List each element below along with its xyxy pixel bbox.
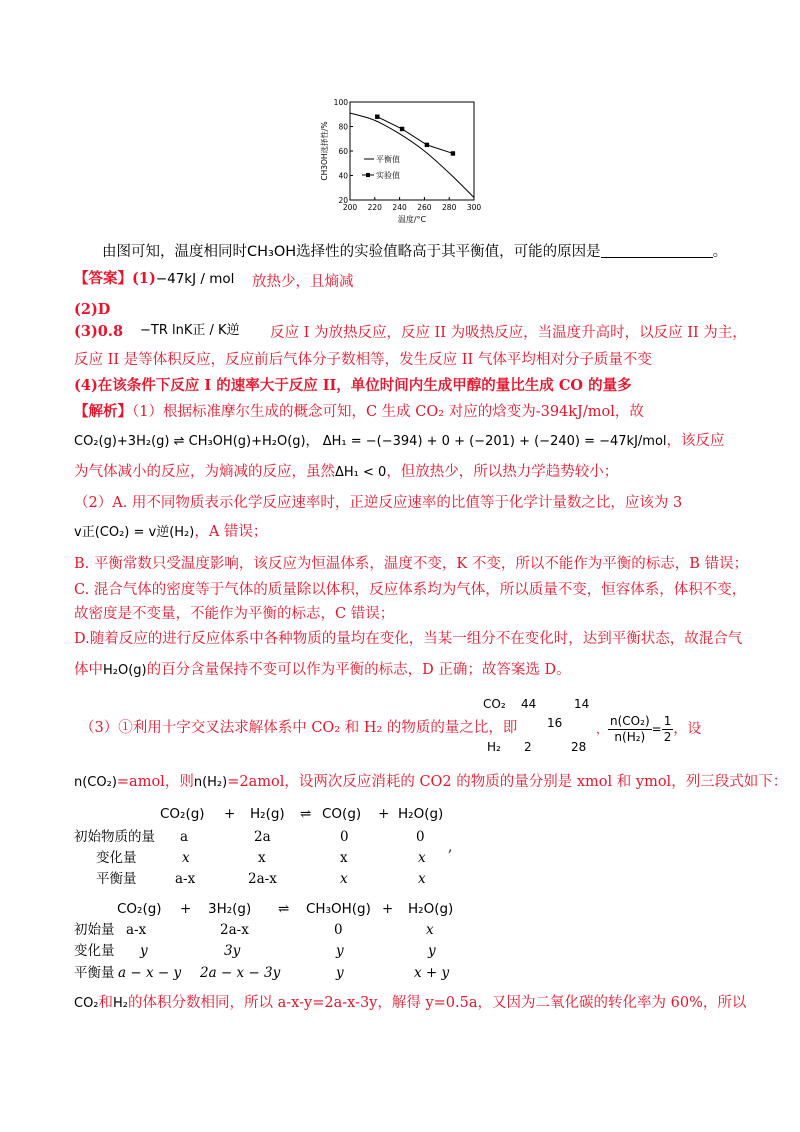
analysis-line-2: [74, 431, 725, 452]
t2-r2-c1: y: [140, 943, 148, 959]
answer-3-text-2: 反应 II 是等体积反应，反应前后气体分子数相等，发生反应 II 气体平均相对分子质量不变: [74, 352, 652, 368]
h2o-formula: H₂O(g): [103, 663, 147, 678]
answer-line-1: [74, 269, 234, 289]
answer-blank: [601, 243, 713, 258]
analysis-2d-line-2: [74, 660, 571, 681]
ratio-equals: =: [651, 722, 662, 736]
x-tick-label: 280: [442, 203, 457, 212]
analysis-1b-text: 为气体减小的反应，为熵减的反应，虽然: [74, 464, 335, 480]
cross-28: 28: [571, 740, 587, 754]
analysis-2b: B. 平衡常数只受温度影响，该反应为恒温体系，温度不变，K 不变，所以不能作为平衡的标志，B 错误；: [74, 556, 749, 572]
t2-r2-label: 变化量: [74, 943, 115, 959]
cross-44: 44: [521, 697, 537, 711]
analysis-3: （3）①利用十字交叉法求解体系中 CO₂ 和 H₂ 的物质的量之比，即: [80, 720, 518, 736]
t2-r1-c1: a-x: [126, 922, 147, 938]
experiment-point: [400, 127, 404, 131]
t2-r1-c3: 0: [334, 922, 343, 938]
series-experiment-line: [377, 117, 453, 154]
answer-2: (2)D: [74, 301, 111, 318]
ratio-numerator: n(CO₂): [610, 714, 650, 728]
t2-h-h2: 3H₂(g): [208, 901, 252, 917]
x-tick-label: 220: [367, 203, 382, 212]
t1-r1-c4: 0: [416, 829, 425, 845]
legend-exp-label: 实验值: [376, 171, 400, 180]
analysis-1-text: （1）根据标准摩尔生成的概念可知，C 生成 CO₂ 对应的焓变为-394kJ/mol，故: [132, 404, 644, 420]
t2-r3-c4: x + y: [414, 965, 450, 981]
cross-16: 16: [547, 716, 563, 730]
t2-r1-label: 初始量: [74, 922, 115, 938]
analysis-3b-part4: =2amol，设两次反应消耗的 CO2 的物质的量分别是 xmol 和 ymol，列三段式如下：: [227, 774, 788, 790]
t1-r1-c1: a: [180, 829, 189, 845]
analysis-2a: （2）A. 用不同物质表示化学反应速率时，正逆反应速率的比值等于化学计量数之比，应该为 3: [74, 495, 683, 511]
enthalpy-negative: ΔH₁ < 0: [335, 465, 387, 480]
t1-h-eq: ⇌: [300, 806, 312, 822]
analysis-3b-part2: =amol，则: [116, 774, 194, 790]
final-line: [74, 993, 746, 1014]
question-line: [102, 242, 727, 262]
answer-label: 【答案】: [74, 270, 132, 287]
analysis-2a-line-2: [74, 522, 267, 543]
legend-exp-marker: [366, 173, 370, 177]
x-axis-label: 温度/°C: [397, 215, 427, 224]
x-tick-label: 260: [417, 203, 432, 212]
ratio-denominator: n(H₂): [614, 730, 646, 744]
answer-3-number: (3)0.8: [74, 323, 124, 340]
t1-comma: ,: [448, 839, 453, 855]
t2-h-plus1: +: [180, 901, 192, 917]
t1-h-h2o: H₂O(g): [398, 806, 444, 822]
t1-h-co2: CO₂(g): [160, 806, 205, 822]
t1-h-plus2: +: [378, 806, 390, 822]
analysis-3b: [74, 772, 787, 793]
t1-r3-c4: x: [418, 871, 426, 887]
y-axis-label: CH3OH选择性/%: [320, 121, 329, 181]
t2-r2-c4: y: [428, 943, 436, 959]
t1-r3-c2: 2a-x: [248, 871, 277, 887]
cross-2: 2: [524, 740, 532, 754]
t1-r2-label: 变化量: [96, 850, 137, 866]
series-equilibrium-line: [350, 113, 474, 198]
ratio-expression: ， $\frac{\text{n(CO₂)}}{\text{n(H₂)}}$ = $\frac{1}{2}$ ，设: [596, 714, 702, 744]
answer-1-number: (1): [132, 270, 156, 287]
question-end: 。: [712, 244, 728, 260]
answer-line-3: [74, 322, 123, 342]
analysis-2d-1: D.随着反应的进行反应体系中各种物质的量均在变化，当某一组分不在变化时，达到平衡状态，故混合气: [74, 631, 743, 647]
t1-h-h2: H₂(g): [250, 806, 285, 822]
y-tick-label: 100: [333, 98, 348, 107]
x-tick-label: 200: [342, 203, 358, 212]
analysis-label: 【解析】: [74, 403, 132, 420]
analysis-2c-1: C. 混合气体的密度等于气体的质量除以体积，反应体系均为气体，所以质量不变，恒容体系，体积不变，: [74, 582, 747, 598]
n-h2: n(H₂): [193, 775, 228, 790]
t2-r2-c3: y: [336, 943, 344, 959]
cross-h2: H₂: [487, 740, 501, 754]
t1-r2-c3: x: [340, 850, 348, 866]
ratio-value-den: 2: [663, 730, 672, 744]
t2-r2-c2: 3y: [224, 943, 241, 959]
analysis-line-3: [74, 462, 618, 483]
answer-3-text-1: 反应 I 为放热反应，反应 II 为吸热反应，当温度升高时，以反应 II 为主，: [270, 325, 747, 341]
t1-r2-c2: x: [258, 850, 266, 866]
experiment-point: [425, 143, 429, 147]
t2-h-eq: ⇌: [278, 901, 290, 917]
ratio-tail: ，设: [673, 721, 702, 737]
question-prefix: 由图可知，温度相同时: [102, 244, 247, 260]
t1-r1-c3: 0: [340, 829, 349, 845]
analysis-2d-prefix: 体中: [74, 662, 103, 678]
analysis-line-1: [74, 402, 644, 422]
analysis-1b-tail: ，但放热少，所以热力学趋势较小；: [386, 464, 619, 480]
ratio-value-num: 1: [663, 714, 672, 728]
final-text: 的体积分数相同，所以 a-x-y=2a-x-3y，解得 y=0.5a，又因为二氧化碳的转化率为 60%，所以: [128, 995, 747, 1011]
t1-r3-c1: a-x: [175, 871, 196, 887]
t2-r1-c4: x: [426, 922, 434, 938]
t1-r2-c1: x: [182, 850, 190, 866]
n-co2: n(CO₂): [74, 775, 117, 790]
experiment-point: [375, 115, 379, 119]
x-tick-label: 300: [466, 203, 482, 212]
t1-h-co: CO(g): [322, 806, 362, 822]
t2-r3-c3: y: [336, 965, 344, 981]
analysis-1-tail: ，该反应: [666, 433, 725, 449]
experiment-point: [451, 151, 455, 155]
t1-r3-c3: x: [340, 871, 348, 887]
chart-frame: [350, 102, 474, 200]
y-tick-label: 80: [338, 122, 348, 132]
t1-h-plus1: +: [224, 806, 236, 822]
legend-eq-label: 平衡值: [376, 155, 400, 164]
analysis-2a-tail: ，A 错误；: [194, 524, 268, 540]
answer-1-text: 放热少，且熵减: [252, 274, 354, 290]
t2-r1-c2: 2a-x: [220, 922, 249, 938]
final-h2: H₂: [113, 996, 129, 1011]
t1-r1-label: 初始物质的量: [74, 829, 155, 845]
y-tick-label: 20: [338, 196, 348, 205]
rate-equation: v正(CO₂) = v逆(H₂): [74, 525, 195, 540]
t2-h-co2: CO₂(g): [117, 901, 162, 917]
cross-14: 14: [574, 697, 590, 711]
analysis-2d-suffix: 的百分含量保持不变可以作为平衡的标志，D 正确；故答案选 D。: [146, 662, 571, 678]
t2-h-plus2: +: [382, 901, 394, 917]
enthalpy-calculation: ， ΔH₁ = −(−394) + 0 + (−201) + (−240) = −47kJ/mol: [305, 434, 667, 449]
y-tick-label: 60: [338, 147, 348, 156]
ch3oh-formula: CH₃OH: [247, 244, 297, 260]
final-co2: CO₂: [74, 996, 99, 1011]
t2-r3-c1: a − x − y: [118, 965, 182, 981]
selectivity-chart: [318, 94, 488, 224]
t2-h-h2o: H₂O(g): [408, 901, 454, 917]
answer-1-value: −47kJ / mol: [155, 271, 235, 287]
t2-h-ch3oh: CH₃OH(g): [306, 901, 371, 917]
t1-r1-c2: 2a: [254, 829, 271, 845]
t1-r3-label: 平衡量: [96, 871, 137, 887]
reaction-equation-1: CO₂(g)+3H₂(g) ⇌ CH₃OH(g)+H₂O(g): [74, 434, 306, 449]
answer-4: (4)在该条件下反应 I 的速率大于反应 II，单位时间内生成甲醇的量比生成 CO 的量多: [74, 377, 632, 394]
t2-r3-label: 平衡量: [74, 965, 115, 981]
cross-co2: CO₂: [483, 697, 506, 711]
t2-r3-c2: 2a − x − 3y: [200, 965, 281, 981]
x-tick-label: 240: [392, 203, 407, 212]
question-suffix: 选择性的实验值略高于其平衡值，可能的原因是: [296, 244, 601, 260]
t1-r2-c4: x: [418, 850, 426, 866]
answer-3-formula: −TR lnK正 / K逆: [140, 323, 240, 338]
analysis-2c-2: 故密度是不变量，不能作为平衡的标志，C 错误；: [74, 606, 395, 622]
y-tick-label: 40: [338, 171, 348, 181]
final-and: 和: [98, 995, 114, 1011]
